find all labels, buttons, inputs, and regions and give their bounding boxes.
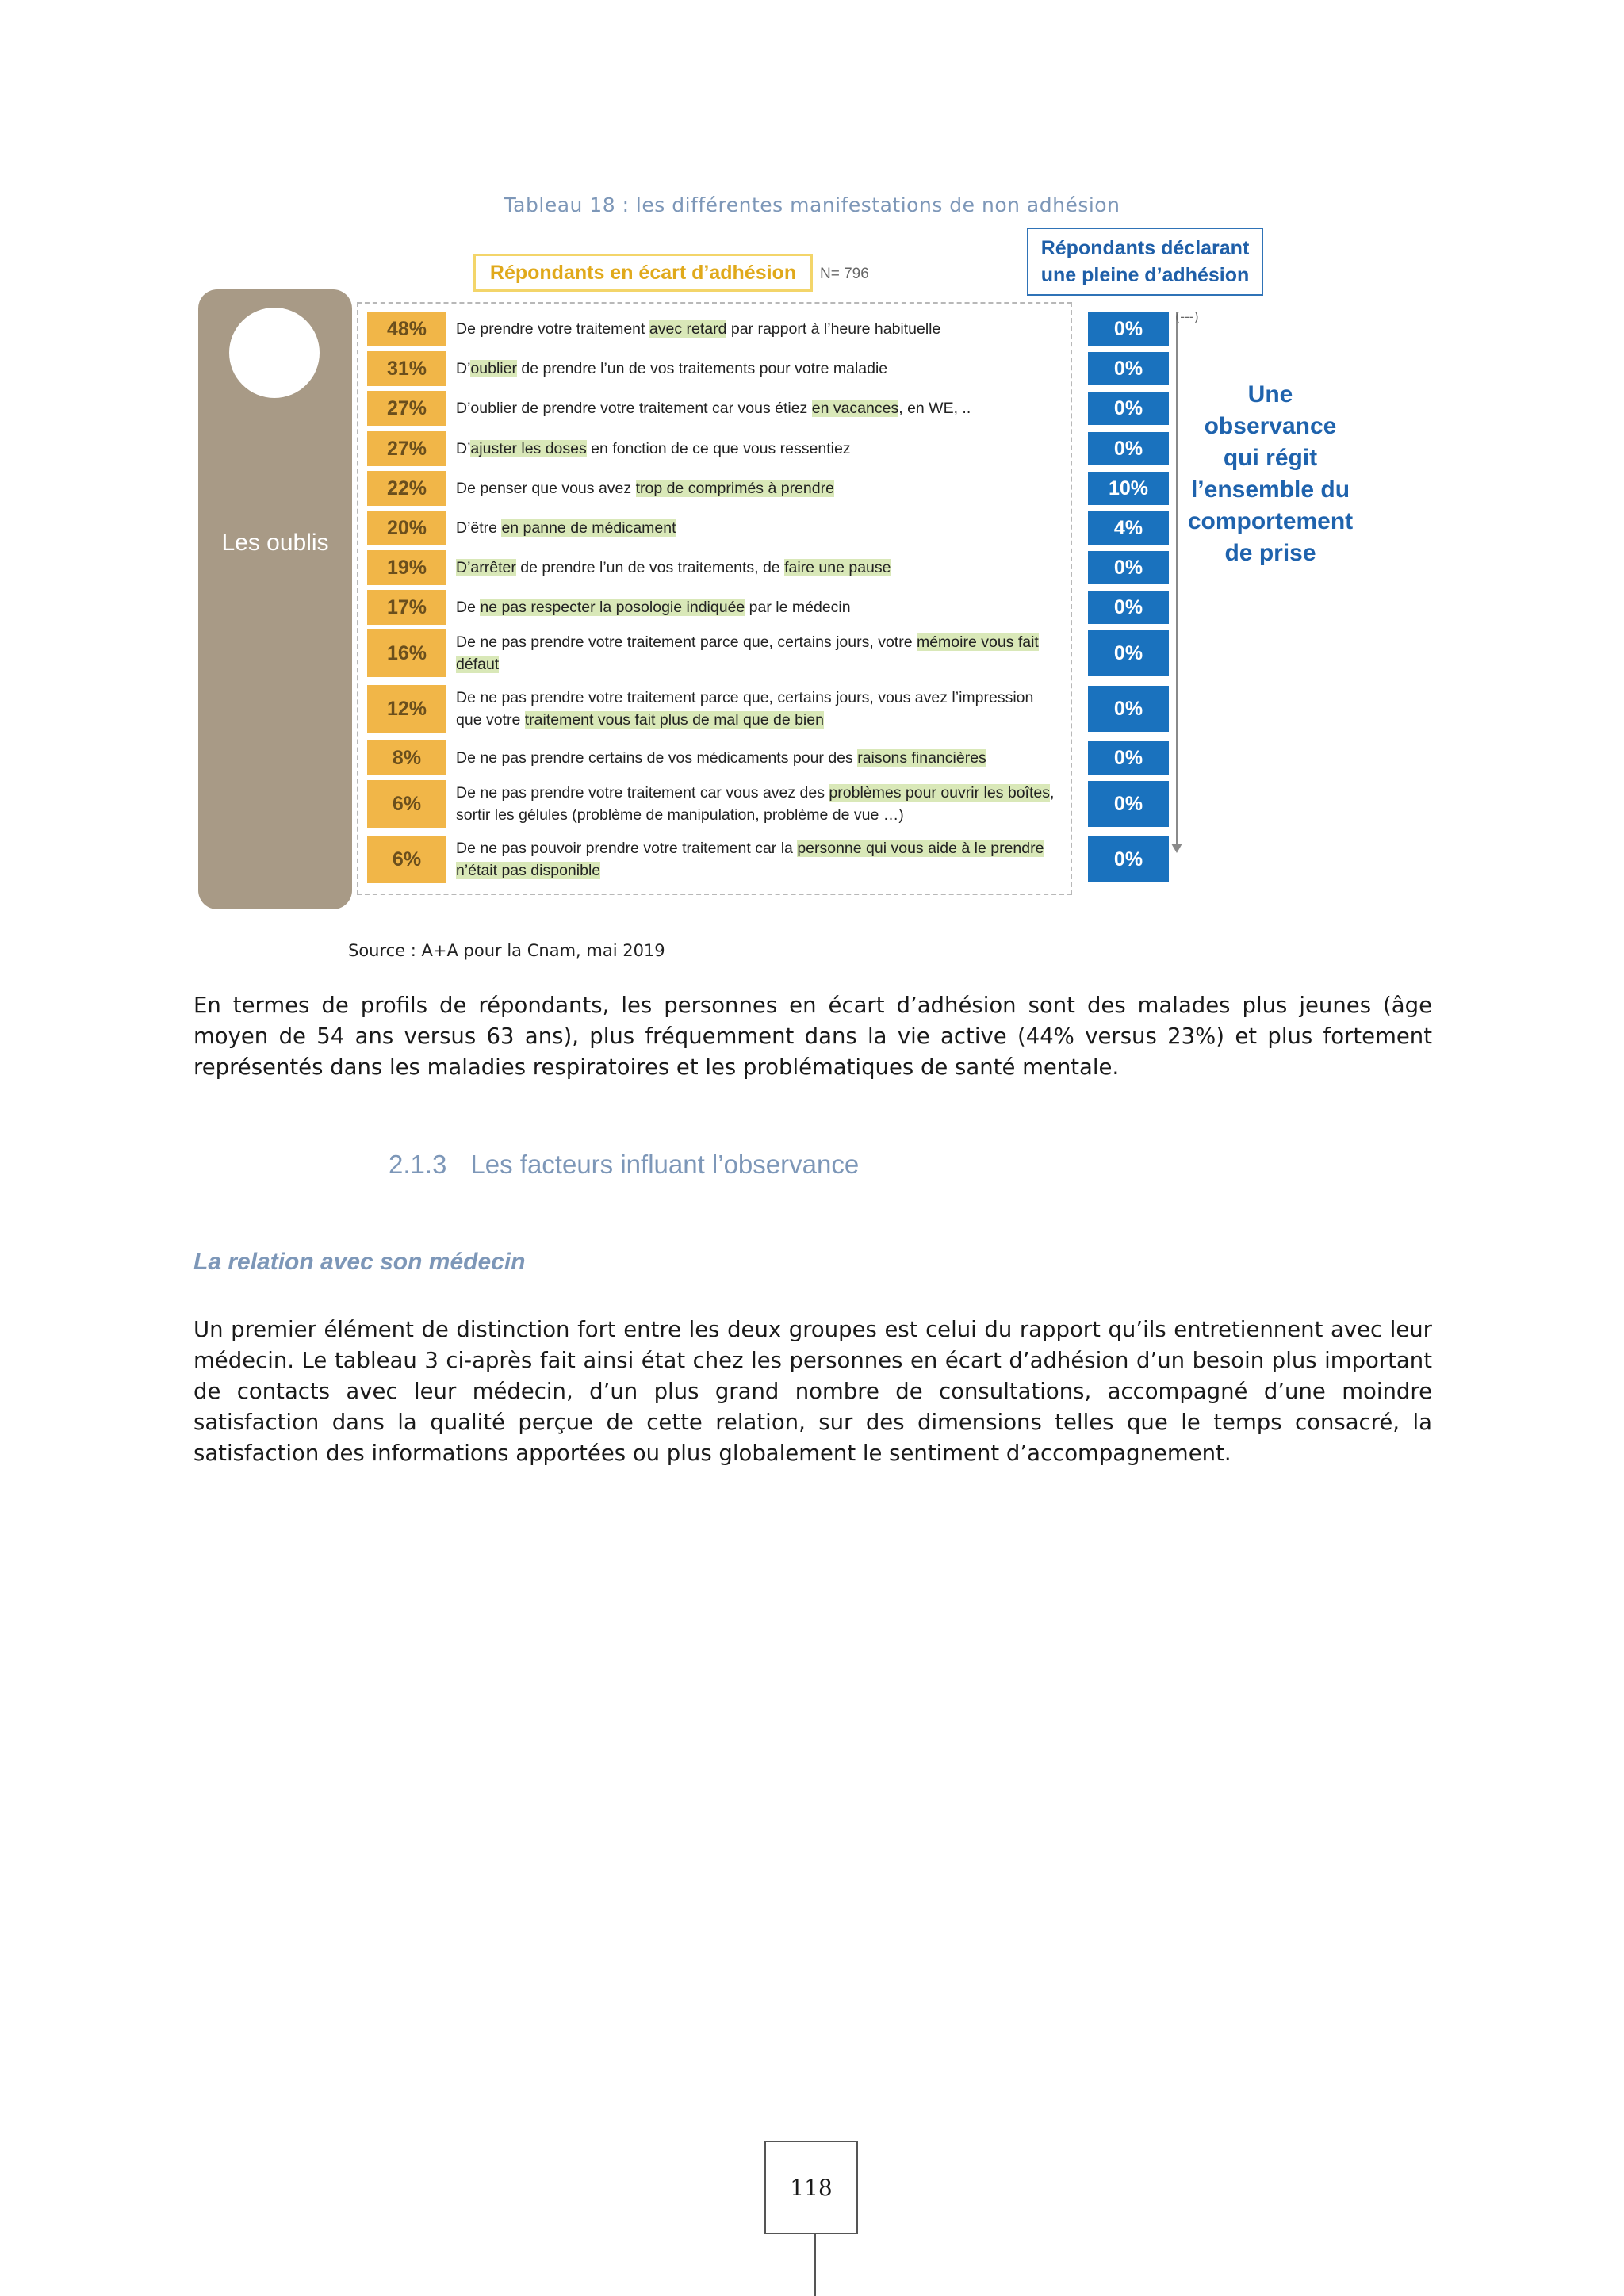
non-adherent-percent: 20%: [367, 511, 446, 545]
full-adherent-percent: 0%: [1088, 352, 1169, 385]
statement-segment: D’oublier de prendre votre traitement car vous étiez: [456, 400, 812, 417]
statement-segment: par le médecin: [745, 599, 851, 616]
statement-segment: De prendre votre traitement: [456, 320, 649, 338]
header-full-adherent: [1027, 228, 1263, 296]
non-adherent-percent: 48%: [367, 312, 446, 346]
statement-segment: de prendre l’un de vos traitements pour votre maladie: [516, 360, 888, 377]
highlighted-text: raisons financières: [857, 749, 986, 767]
highlighted-text: personne qui vous aide à le prendre n’était pas disponible: [456, 840, 1044, 879]
category-label: Les oublis: [221, 530, 329, 556]
statement-text: [456, 590, 1059, 625]
full-adherent-percent: 0%: [1088, 312, 1169, 346]
non-adherent-percent: 22%: [367, 471, 446, 506]
header-non-adherent: Répondants en écart d’adhésion: [473, 254, 813, 292]
statement-text: [456, 550, 1059, 585]
statement-segment: D’: [456, 360, 471, 377]
statement-text: [456, 312, 1059, 346]
statement-segment: De ne pas prendre certains de vos médicaments pour des: [456, 749, 858, 767]
non-adherent-percent: 19%: [367, 550, 446, 585]
statement-segment: , sortir les gélules (problème de manipulation, problème de vue …): [456, 784, 1055, 824]
section-number: 2.1.3: [389, 1150, 447, 1179]
paragraph-profiles: En termes de profils de répondants, les personnes en écart d’adhésion sont des malades plus jeunes (âge moyen de 54 ans versus 63 ans), plus fréquemment dans la vie active (44% versus 23%) et plus fortement représentés dans les maladies respiratoires et les problématiques de santé mentale.: [193, 993, 1432, 1080]
statement-segment: De ne pas pouvoir prendre votre traitement car la: [456, 840, 798, 857]
full-adherent-percent: 0%: [1088, 781, 1169, 827]
full-adherent-percent: 0%: [1088, 551, 1169, 584]
statement-segment: De: [456, 599, 481, 616]
highlighted-text: ajuster les doses: [470, 440, 587, 457]
paragraph-relation: Un premier élément de distinction fort entre les deux groupes est celui du rapport qu’ils entretiennent avec leur médecin. Le tableau 3 ci-après fait ainsi état chez les personnes en écart d’adhésion d’un besoin plus important de contacts avec leur médecin, d’un plus grand nombre de consultations, accompagné d’une moindre satisfaction dans la qualité perçue de cette relation, sur des dimensions telles que le temps consacré, la satisfaction des informations apportées ou plus globalement le sentiment d’accompagnement.: [193, 1317, 1432, 1466]
full-adherent-percent: 4%: [1088, 511, 1169, 545]
statement-text: [456, 471, 1059, 506]
page-number-line: [814, 2234, 816, 2296]
non-adherent-percent: 31%: [367, 351, 446, 386]
statement-text: [456, 511, 1059, 545]
highlighted-text: trop de comprimés à prendre: [635, 480, 834, 497]
statement-segment: De ne pas prendre votre traitement parce que, certains jours, votre: [456, 633, 917, 651]
section-title: Les facteurs influant l’observance: [470, 1150, 860, 1179]
statement-segment: D’être: [456, 519, 502, 537]
highlighted-text: traitement vous fait plus de mal que de bien: [524, 711, 824, 729]
statement-segment: , en WE, ..: [898, 400, 971, 417]
full-adherent-percent: 10%: [1088, 472, 1169, 505]
full-adherent-percent: 0%: [1088, 432, 1169, 465]
non-adherent-percent: 6%: [367, 780, 446, 828]
non-adherent-percent: 27%: [367, 391, 446, 426]
statement-text: [456, 685, 1059, 733]
section-heading: [389, 1150, 859, 1180]
full-adherent-percent: 0%: [1088, 686, 1169, 732]
callout-line: observance: [1204, 413, 1337, 439]
statement-segment: De ne pas prendre votre traitement parce que, certains jours, vous avez l’impression que votre: [456, 689, 1034, 729]
highlighted-text: faire une pause: [784, 559, 891, 576]
callout-line: l’ensemble du: [1190, 476, 1350, 503]
full-adherent-percent: 0%: [1088, 836, 1169, 882]
table-title: Tableau 18 : les différentes manifestations de non adhésion: [504, 193, 1120, 216]
highlighted-text: problèmes pour ouvrir les boîtes: [829, 784, 1050, 802]
callout-line: qui régit: [1223, 445, 1318, 471]
non-adherent-percent: 17%: [367, 590, 446, 625]
highlighted-text: oublier: [470, 360, 517, 377]
subheading: La relation avec son médecin: [193, 1249, 526, 1275]
arrow-down-icon: [1171, 844, 1182, 853]
highlighted-text: D’arrêter: [456, 559, 516, 576]
full-adherent-percent: 0%: [1088, 630, 1169, 676]
statement-text: [456, 629, 1059, 677]
statement-segment: D’: [456, 440, 471, 457]
non-adherent-percent: 12%: [367, 685, 446, 733]
sample-size: N= 796: [820, 266, 869, 282]
observance-callout: [1178, 379, 1362, 569]
statement-segment: de prendre l’un de vos traitements, de: [515, 559, 785, 576]
ellipsis-note: (---): [1175, 309, 1199, 324]
table-source: Source : A+A pour la Cnam, mai 2019: [348, 941, 665, 960]
callout-line: comportement: [1187, 508, 1354, 534]
full-adherent-percent: 0%: [1088, 591, 1169, 624]
header-right-line2: une pleine d’adhésion: [1040, 264, 1250, 286]
highlighted-text: en panne de médicament: [501, 519, 676, 537]
statement-segment: en fonction de ce que vous ressentiez: [586, 440, 851, 457]
page-number: 118: [764, 2141, 858, 2234]
statement-text: [456, 391, 1059, 426]
statement-text: [456, 780, 1059, 828]
arrow-line: [1176, 312, 1178, 845]
statement-segment: De penser que vous avez: [456, 480, 636, 497]
header-right-line1: Répondants déclarant: [1040, 237, 1250, 259]
statement-text: [456, 351, 1059, 386]
non-adherent-percent: 6%: [367, 836, 446, 883]
statement-segment: par rapport à l’heure habituelle: [726, 320, 941, 338]
highlighted-text: mémoire vous fait défaut: [456, 633, 1039, 673]
statement-text: [456, 431, 1059, 466]
statement-text: [456, 836, 1059, 883]
category-icon-circle: [229, 308, 320, 398]
full-adherent-percent: 0%: [1088, 741, 1169, 775]
non-adherent-percent: 16%: [367, 629, 446, 677]
full-adherent-percent: 0%: [1088, 392, 1169, 425]
highlighted-text: avec retard: [649, 320, 727, 338]
statement-text: [456, 740, 1059, 775]
callout-line: Une: [1247, 381, 1293, 408]
highlighted-text: ne pas respecter la posologie indiquée: [480, 599, 745, 616]
statement-segment: De ne pas prendre votre traitement car vous avez des: [456, 784, 829, 802]
callout-line: de prise: [1224, 540, 1316, 566]
non-adherent-percent: 8%: [367, 740, 446, 775]
non-adherent-percent: 27%: [367, 431, 446, 466]
highlighted-text: en vacances: [811, 400, 899, 417]
